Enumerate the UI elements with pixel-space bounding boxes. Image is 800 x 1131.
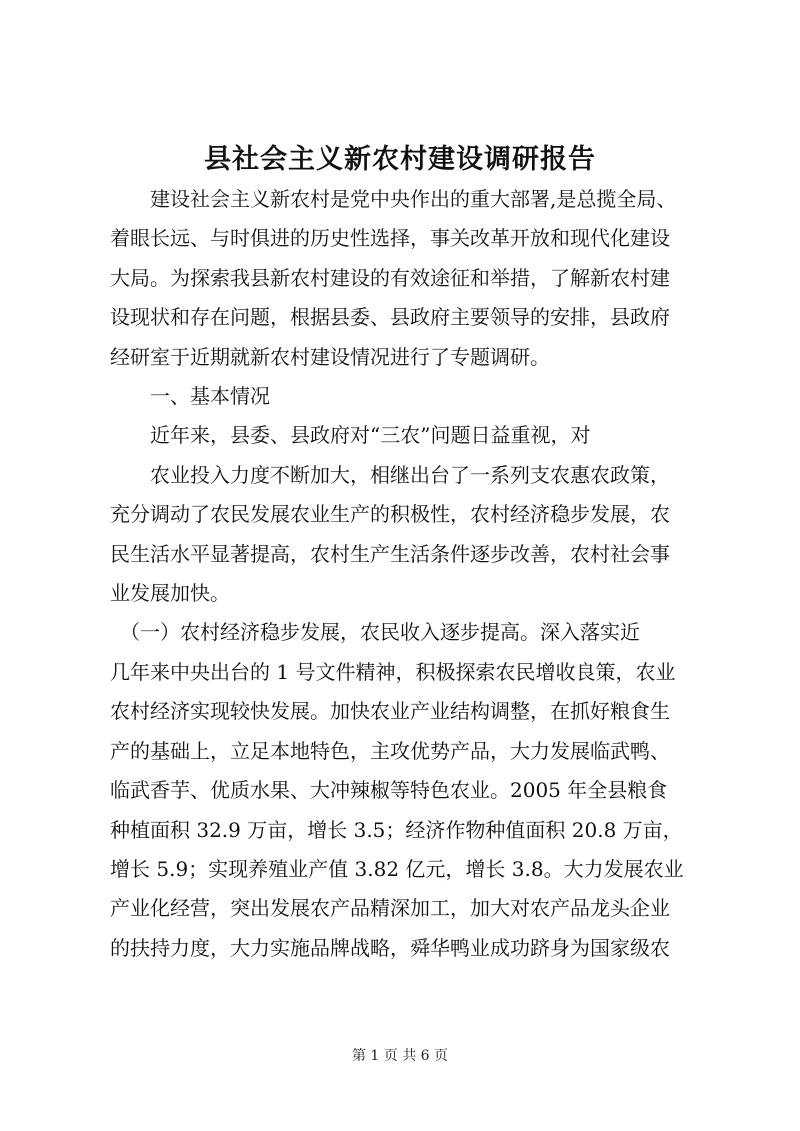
body-line: 产业化经营，突出发展农产品精深加工，加大对农产品龙头企业 (110, 896, 670, 921)
body-line: 着眼长远、与时俱进的历史性选择，事关改革开放和现代化建设 (110, 226, 670, 251)
body-line: 建设社会主义新农村是党中央作出的重大部署,是总揽全局、 (110, 187, 677, 211)
body-line: 临武香芋、优质水果、大冲辣椒等特色农业。2005 年全县粮食 (110, 778, 668, 803)
body-line: 大局。为探索我县新农村建设的有效途征和举措，了解新农村建 (110, 265, 670, 290)
section-heading: 一、基本情况 (110, 384, 270, 409)
body-line: 增长 5.9；实现养殖业产值 3.82 亿元，增长 3.8。大力发展农业 (110, 856, 684, 881)
document-body (110, 180, 712, 968)
page-number-footer: 第 1 页 共 6 页 (351, 1048, 449, 1064)
body-line: 农村经济实现较快发展。加快农业产业结构调整，在抓好粮食生 (110, 699, 670, 724)
body-line: 种植面积 32.9 万亩，增长 3.5；经济作物种值面积 20.8 万亩， (110, 817, 683, 842)
body-line: 农业投入力度不断加大，相继出台了一系列支农惠农政策， (110, 462, 670, 487)
body-line: 近年来，县委、县政府对“三农”问题日益重视，对 (110, 423, 591, 448)
body-line: 产的基础上，立足本地特色，主攻优势产品，大力发展临武鸭、 (110, 738, 670, 763)
body-line: 几年来中央出台的 1 号文件精神，积极探索农民增收良策，农业 (110, 659, 676, 684)
body-line: 业发展加快。 (110, 581, 230, 606)
subsection-heading: （一）农村经济稳步发展，农民收入逐步提高。深入落实近 (110, 620, 640, 645)
body-line: 充分调动了农民发展农业生产的积极性，农村经济稳步发展，农 (110, 502, 670, 527)
body-line: 民生活水平显著提高，农村生产生活条件逐步改善，农村社会事 (110, 541, 670, 566)
body-line: 的扶持力度，大力实施品牌战略，舜华鸭业成功跻身为国家级农 (110, 935, 670, 960)
body-line: 经研室于近期就新农村建设情况进行了专题调研。 (110, 344, 550, 369)
document-title: 县社会主义新农村建设调研报告 (204, 144, 596, 175)
body-line: 设现状和存在问题，根据县委、县政府主要领导的安排，县政府 (110, 305, 670, 330)
